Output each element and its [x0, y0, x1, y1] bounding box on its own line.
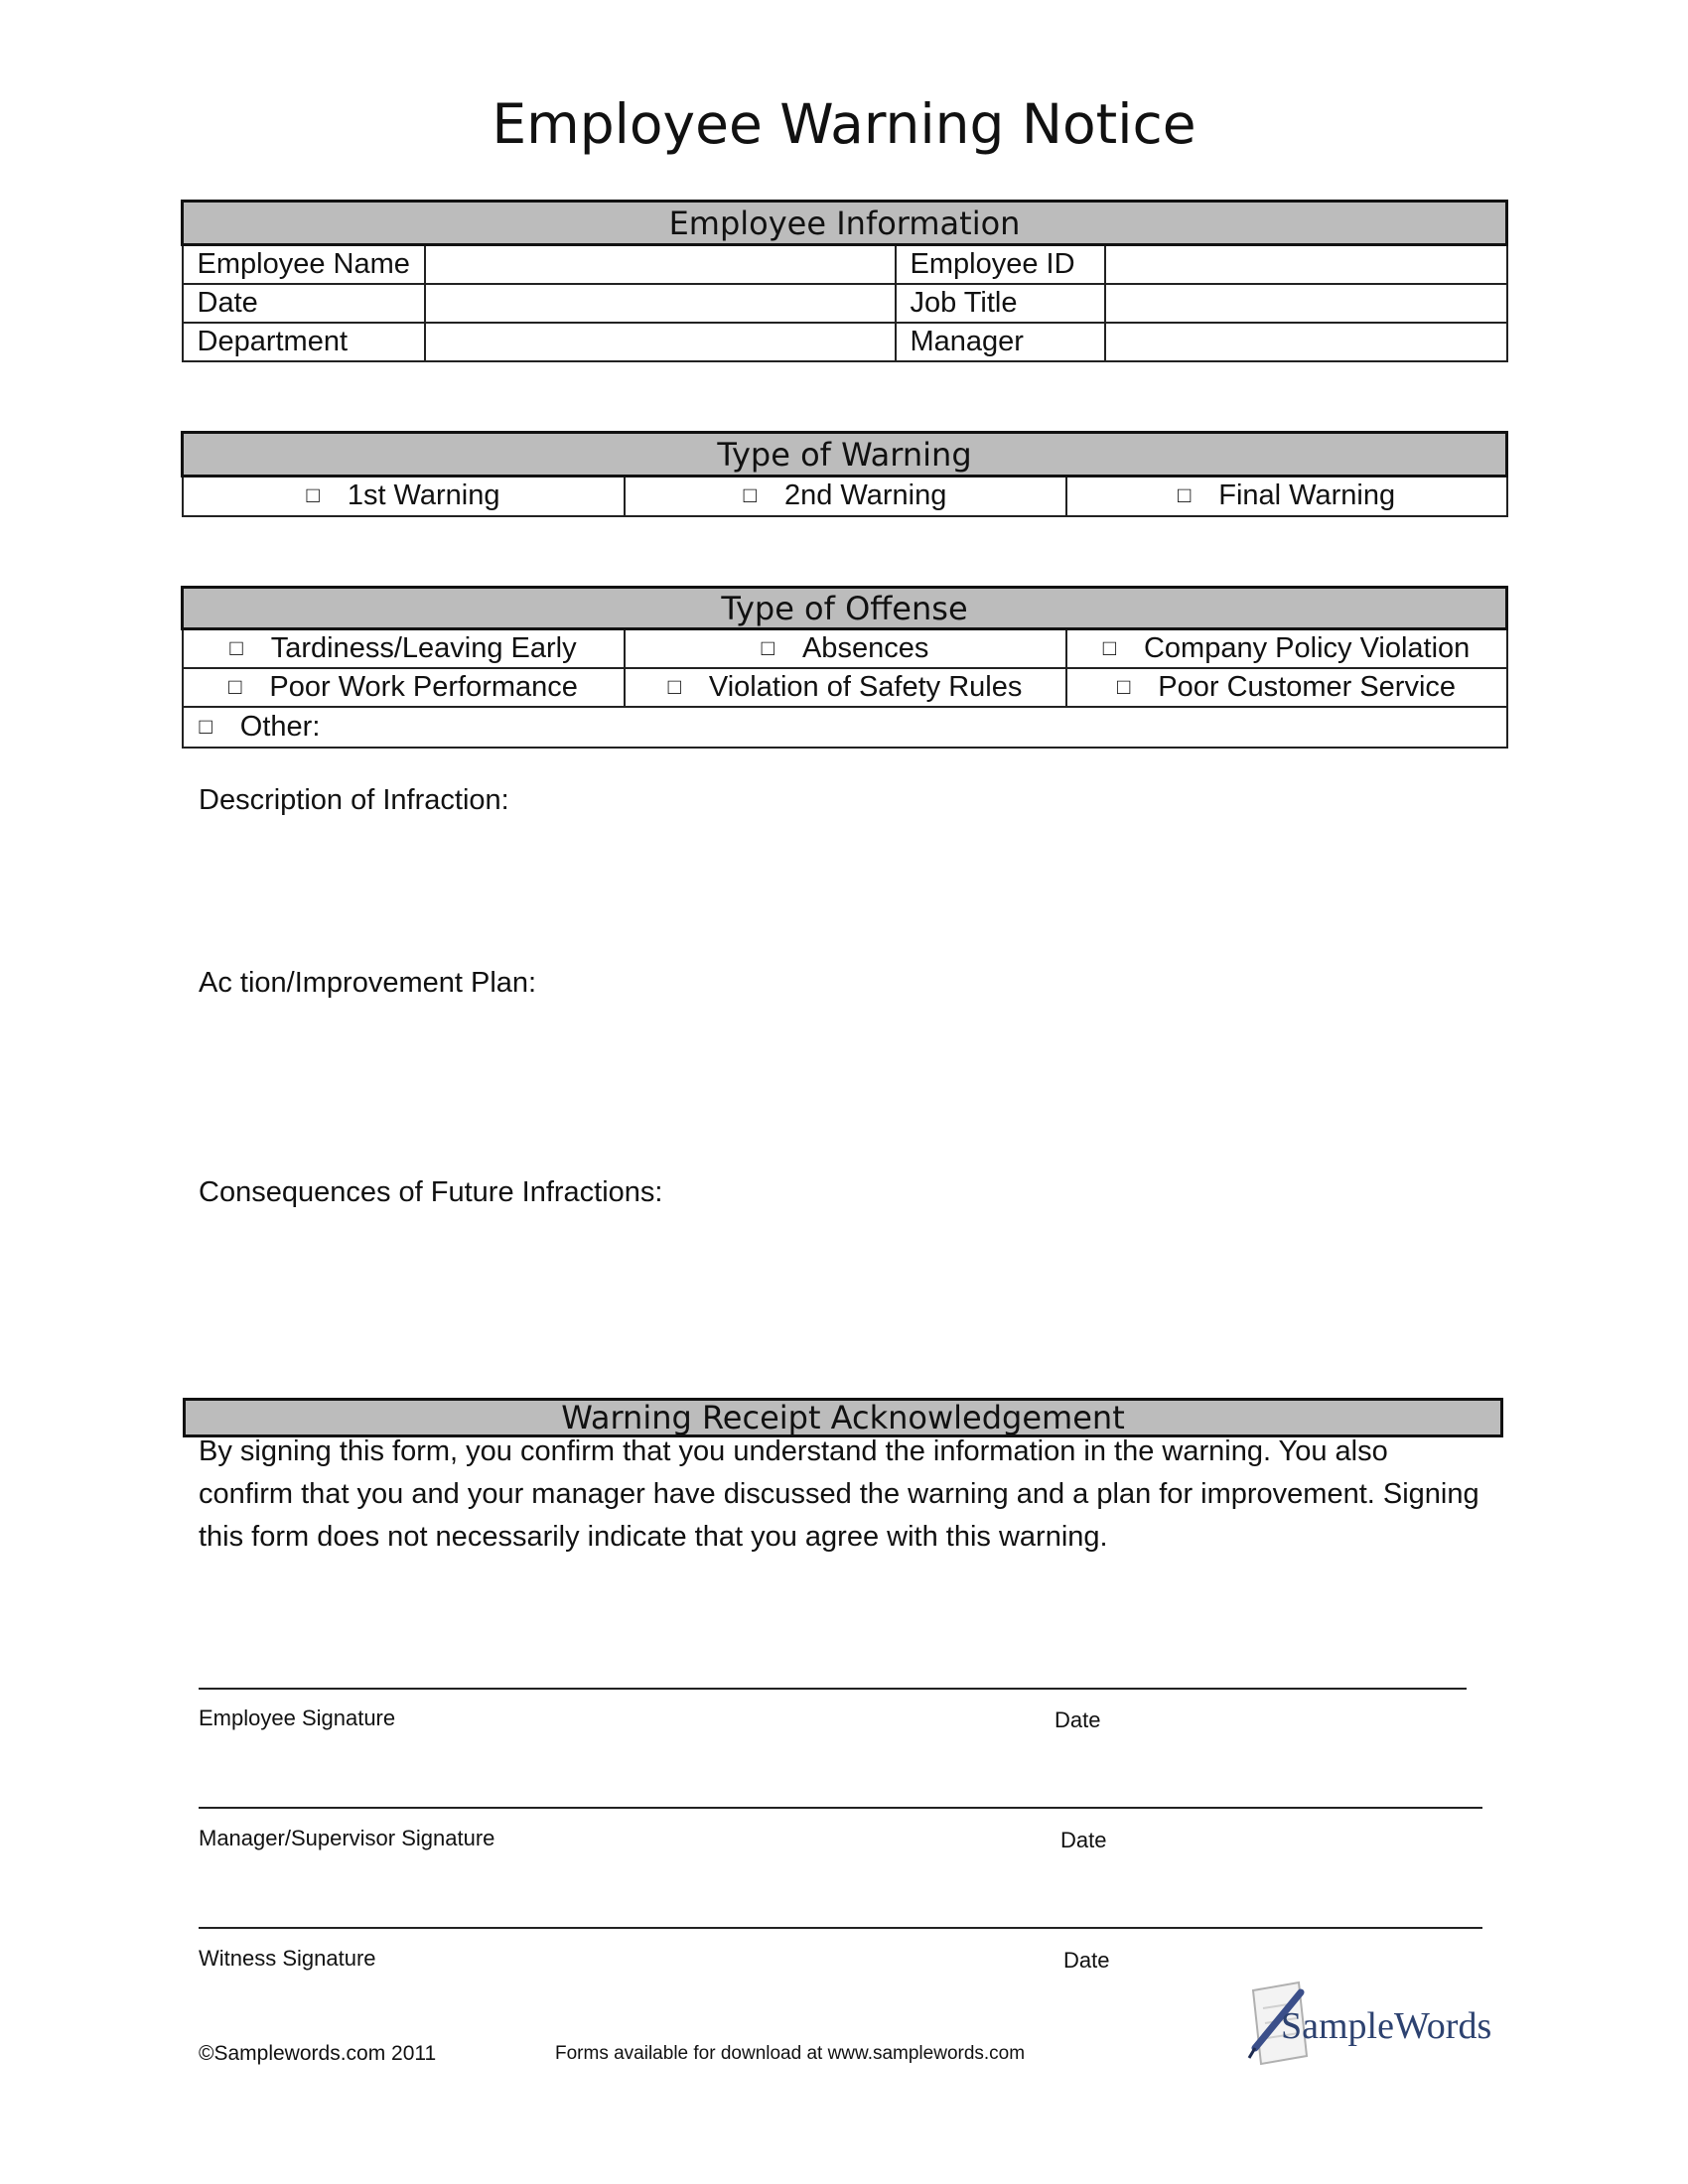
copyright-text: ©Samplewords.com 2011	[199, 2042, 437, 2065]
offense-label: Tardiness/Leaving Early	[270, 631, 577, 664]
offense-option[interactable]	[183, 668, 625, 707]
offense-option[interactable]	[1066, 629, 1507, 668]
employee-signature-line[interactable]	[199, 1688, 1467, 1690]
offense-option[interactable]	[183, 629, 625, 668]
checkbox-icon[interactable]: □	[199, 713, 212, 739]
employee-name-field[interactable]	[425, 245, 896, 284]
download-note: Forms available for download at www.samplewords.com	[555, 2043, 1026, 2064]
description-label: Description of Infraction:	[199, 784, 509, 816]
date-field[interactable]	[425, 284, 896, 323]
offense-label: Absences	[801, 631, 929, 664]
second-warning-label: 2nd Warning	[783, 479, 947, 512]
employee-signature-label: Employee Signature	[199, 1706, 396, 1730]
acknowledgement-text: By signing this form, you confirm that you understand the information in the warning. You also confirm that you and your manager have discussed the warning and a plan for improvement. Signing this form does not necessarily indicate that you agree with this warning.	[199, 1435, 1479, 1553]
checkbox-icon[interactable]: □	[1177, 482, 1192, 508]
second-warning-option[interactable]	[625, 477, 1066, 516]
checkbox-icon[interactable]: □	[229, 634, 243, 660]
checkbox-icon[interactable]: □	[743, 482, 757, 508]
manager-signature-label: Manager/Supervisor Signature	[199, 1826, 495, 1850]
job-title-field[interactable]	[1105, 284, 1507, 323]
offense-option[interactable]	[625, 668, 1066, 707]
first-warning-option[interactable]	[183, 477, 625, 516]
manager-signature-line[interactable]	[199, 1807, 1482, 1809]
logo-text: SampleWords	[1281, 2005, 1492, 2047]
job-title-label: Job Title	[896, 284, 1105, 323]
employee-information-table	[181, 200, 1508, 362]
date-label: Date	[183, 284, 425, 323]
checkbox-icon[interactable]: □	[228, 673, 242, 699]
offense-label: Poor Customer Service	[1158, 670, 1457, 703]
manager-field[interactable]	[1105, 323, 1507, 361]
final-warning-label: Final Warning	[1218, 479, 1396, 512]
first-warning-label: 1st Warning	[347, 479, 500, 512]
samplewords-logo	[1241, 1979, 1492, 2073]
employee-name-label: Employee Name	[183, 245, 425, 284]
offense-label: Company Policy Violation	[1143, 631, 1471, 664]
final-warning-option[interactable]	[1066, 477, 1507, 516]
witness-signature-line[interactable]	[199, 1927, 1482, 1929]
employee-information-header: Employee Information	[183, 202, 1507, 245]
manager-label: Manager	[896, 323, 1105, 361]
page-title: Employee Warning Notice	[492, 92, 1196, 156]
employee-id-field[interactable]	[1105, 245, 1507, 284]
consequences-label: Consequences of Future Infractions:	[199, 1176, 663, 1208]
action-plan-label: Ac tion/Improvement Plan:	[199, 967, 537, 999]
checkbox-icon[interactable]: □	[1102, 634, 1116, 660]
department-label: Department	[183, 323, 425, 361]
other-offense-option[interactable]	[183, 707, 1507, 748]
warning-type-table	[181, 431, 1508, 517]
warning-type-header: Type of Warning	[183, 433, 1507, 477]
witness-date-label: Date	[1063, 1948, 1110, 1973]
offense-label: Violation of Safety Rules	[708, 670, 1023, 703]
offense-option[interactable]	[1066, 668, 1507, 707]
offense-type-header: Type of Offense	[183, 588, 1507, 629]
witness-signature-label: Witness Signature	[199, 1946, 376, 1971]
department-field[interactable]	[425, 323, 896, 361]
employee-date-label: Date	[1055, 1707, 1101, 1732]
other-offense-label: Other:	[239, 710, 321, 743]
checkbox-icon[interactable]: □	[306, 482, 320, 508]
employee-id-label: Employee ID	[896, 245, 1105, 284]
manager-date-label: Date	[1060, 1828, 1107, 1852]
checkbox-icon[interactable]: □	[761, 634, 774, 660]
offense-option[interactable]	[625, 629, 1066, 668]
checkbox-icon[interactable]: □	[1116, 673, 1131, 699]
acknowledgement-header: Warning Receipt Acknowledgement	[183, 1398, 1503, 1437]
offense-label: Poor Work Performance	[269, 670, 578, 703]
offense-type-table	[181, 586, 1508, 749]
checkbox-icon[interactable]: □	[667, 673, 681, 699]
